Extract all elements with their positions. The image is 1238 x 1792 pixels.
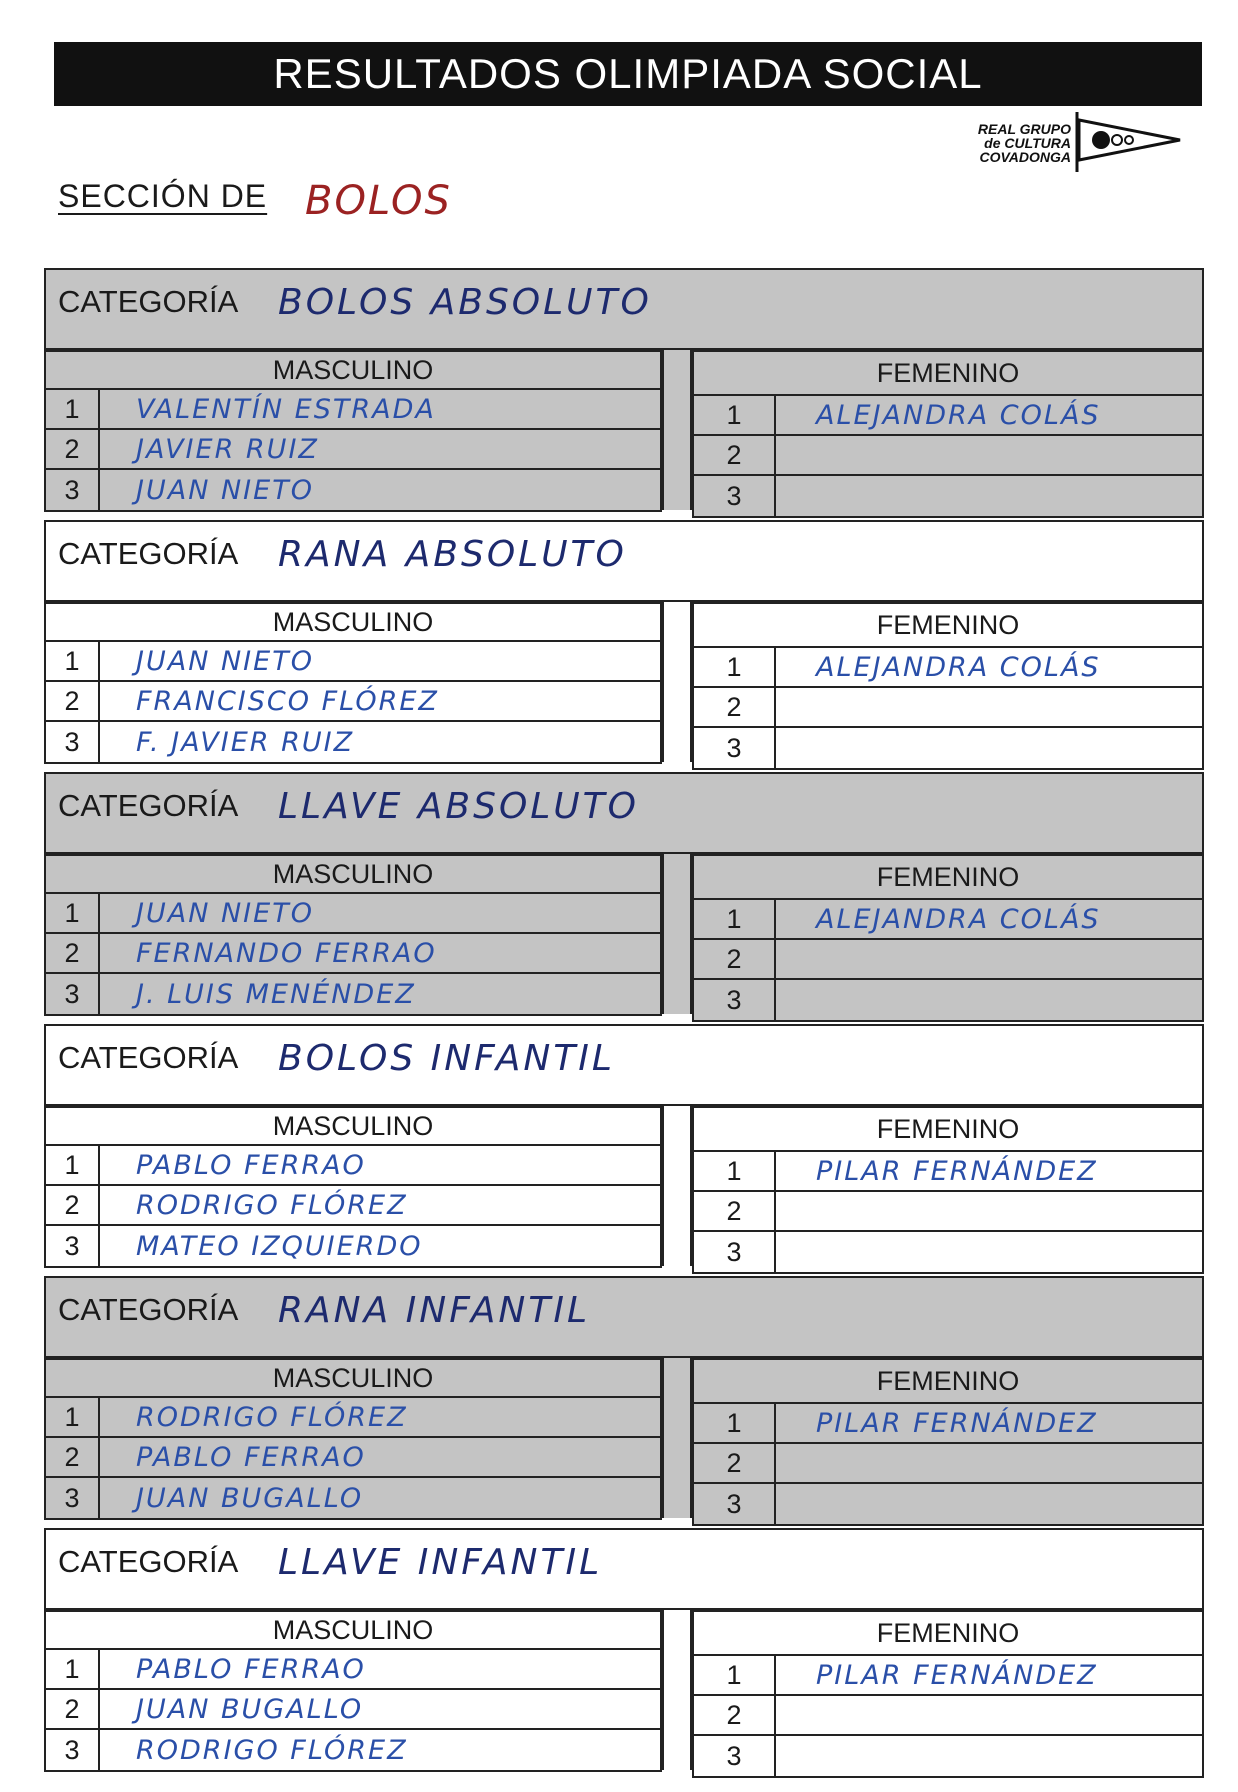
table-row [46, 1438, 660, 1478]
rank: 2 [694, 436, 776, 474]
table-row [46, 1650, 660, 1690]
table-row [46, 682, 660, 722]
category-label: CATEGORÍA [58, 284, 239, 319]
column-divider [662, 1106, 692, 1266]
winner-name: PILAR FERNÁNDEZ [816, 1659, 1098, 1691]
femenino-table [692, 602, 1204, 770]
table-row [46, 1730, 660, 1770]
femenino-table [692, 1106, 1204, 1274]
winner-name: JUAN NIETO [136, 645, 314, 677]
winner-name: MATEO IZQUIERDO [136, 1230, 423, 1262]
rank: 3 [694, 1736, 776, 1776]
winner-name [776, 980, 1202, 1020]
section-label: SECCIÓN DE [58, 178, 268, 214]
table-row [694, 1404, 1202, 1444]
winner-name: PABLO FERRAO [136, 1653, 366, 1685]
femenino-table [692, 350, 1204, 518]
table-row [46, 1146, 660, 1186]
femenino-table [692, 854, 1204, 1022]
femenino-header: FEMENINO [694, 352, 1202, 396]
category-name: LLAVE ABSOLUTO [278, 786, 640, 827]
masculino-table [44, 1610, 662, 1772]
rank: 2 [694, 1192, 776, 1230]
table-row [694, 476, 1202, 516]
rank: 2 [46, 1438, 100, 1476]
rank: 1 [694, 1656, 776, 1694]
rank: 3 [694, 476, 776, 516]
rank: 1 [694, 648, 776, 686]
rank: 3 [46, 722, 100, 762]
category-header [44, 268, 1204, 350]
winner-name: FRANCISCO FLÓREZ [136, 685, 439, 717]
table-row [46, 974, 660, 1014]
winner-name: VALENTÍN ESTRADA [136, 393, 436, 425]
table-row [694, 1736, 1202, 1776]
winner-name: F. JAVIER RUIZ [136, 726, 355, 758]
rank: 1 [46, 642, 100, 680]
rank: 1 [694, 396, 776, 434]
rank: 3 [46, 1226, 100, 1266]
logo-text: REAL GRUPO de CULTURA COVADONGA [977, 121, 1071, 165]
winner-name: JUAN NIETO [136, 897, 314, 929]
masculino-header: MASCULINO [46, 604, 660, 642]
category-name: BOLOS INFANTIL [278, 1038, 615, 1079]
rank: 2 [46, 1186, 100, 1224]
table-row [46, 470, 660, 510]
section-value: BOLOS [305, 178, 452, 224]
winner-name [776, 1696, 1202, 1734]
table-row [46, 390, 660, 430]
winner-name: PILAR FERNÁNDEZ [816, 1155, 1098, 1187]
rank: 3 [46, 470, 100, 510]
masculino-header: MASCULINO [46, 1108, 660, 1146]
category-label: CATEGORÍA [58, 788, 239, 823]
femenino-header: FEMENINO [694, 856, 1202, 900]
masculino-table [44, 602, 662, 764]
table-row [694, 1192, 1202, 1232]
category-header [44, 1276, 1204, 1358]
masculino-table [44, 1106, 662, 1268]
table-row [694, 728, 1202, 768]
femenino-table [692, 1610, 1204, 1778]
table-row [694, 980, 1202, 1020]
table-row [694, 688, 1202, 728]
table-row [694, 1232, 1202, 1272]
rank: 2 [46, 1690, 100, 1728]
winner-name: J. LUIS MENÉNDEZ [136, 978, 416, 1010]
femenino-header: FEMENINO [694, 604, 1202, 648]
table-row [694, 396, 1202, 436]
winner-name: PABLO FERRAO [136, 1441, 366, 1473]
winner-name: RODRIGO FLÓREZ [136, 1734, 408, 1766]
masculino-header: MASCULINO [46, 1612, 660, 1650]
category-block [44, 772, 1204, 1026]
table-row [46, 1690, 660, 1730]
category-block [44, 1276, 1204, 1530]
winner-name [776, 1484, 1202, 1524]
category-block [44, 268, 1204, 522]
winner-name: JUAN BUGALLO [136, 1482, 364, 1514]
table-row [46, 1478, 660, 1518]
column-divider [662, 854, 692, 1014]
category-name: RANA INFANTIL [278, 1290, 591, 1331]
winner-name: JUAN BUGALLO [136, 1693, 364, 1725]
rank: 2 [46, 430, 100, 468]
category-header [44, 1528, 1204, 1610]
winner-name: JUAN NIETO [136, 474, 314, 506]
winner-name: FERNANDO FERRAO [136, 937, 437, 969]
rank: 2 [46, 934, 100, 972]
winner-name [776, 688, 1202, 726]
winner-name: RODRIGO FLÓREZ [136, 1189, 408, 1221]
rank: 2 [694, 940, 776, 978]
winner-name [776, 1444, 1202, 1482]
table-row [694, 940, 1202, 980]
masculino-header: MASCULINO [46, 856, 660, 894]
winner-name [776, 436, 1202, 474]
rank: 1 [694, 1404, 776, 1442]
rank: 1 [46, 1398, 100, 1436]
masculino-table [44, 350, 662, 512]
category-label: CATEGORÍA [58, 1544, 239, 1579]
table-row [694, 1656, 1202, 1696]
winner-name: PILAR FERNÁNDEZ [816, 1407, 1098, 1439]
winner-name [776, 1192, 1202, 1230]
table-row [694, 900, 1202, 940]
winner-name: JAVIER RUIZ [136, 433, 319, 465]
rank: 2 [694, 1696, 776, 1734]
rank: 1 [46, 894, 100, 932]
table-row [46, 894, 660, 934]
table-row [46, 1398, 660, 1438]
rank: 1 [46, 1146, 100, 1184]
winner-name: PABLO FERRAO [136, 1149, 366, 1181]
masculino-table [44, 854, 662, 1016]
table-row [694, 1152, 1202, 1192]
table-row [694, 436, 1202, 476]
rank: 3 [694, 1484, 776, 1524]
category-header [44, 772, 1204, 854]
rank: 2 [694, 1444, 776, 1482]
rank: 3 [694, 728, 776, 768]
winner-name [776, 476, 1202, 516]
rank: 1 [694, 900, 776, 938]
category-label: CATEGORÍA [58, 536, 239, 571]
column-divider [662, 1358, 692, 1518]
table-row [694, 648, 1202, 688]
table-row [46, 430, 660, 470]
category-label: CATEGORÍA [58, 1040, 239, 1075]
category-name: BOLOS ABSOLUTO [278, 282, 652, 323]
winner-name [776, 728, 1202, 768]
rank: 3 [46, 1730, 100, 1770]
table-row [46, 642, 660, 682]
winner-name [776, 940, 1202, 978]
table-row [46, 1226, 660, 1266]
femenino-header: FEMENINO [694, 1360, 1202, 1404]
category-block [44, 520, 1204, 774]
rank: 3 [694, 1232, 776, 1272]
rank: 1 [46, 1650, 100, 1688]
category-header [44, 520, 1204, 602]
pennant-icon [1075, 112, 1185, 172]
winner-name: ALEJANDRA COLÁS [816, 399, 1101, 431]
column-divider [662, 602, 692, 762]
rank: 2 [694, 688, 776, 726]
category-header [44, 1024, 1204, 1106]
rank: 1 [46, 390, 100, 428]
table-row [694, 1696, 1202, 1736]
rank: 3 [46, 1478, 100, 1518]
femenino-header: FEMENINO [694, 1108, 1202, 1152]
club-logo [975, 112, 1195, 184]
table-row [46, 1186, 660, 1226]
column-divider [662, 350, 692, 510]
table-row [694, 1484, 1202, 1524]
category-block [44, 1024, 1204, 1278]
masculino-header: MASCULINO [46, 352, 660, 390]
masculino-table [44, 1358, 662, 1520]
category-label: CATEGORÍA [58, 1292, 239, 1327]
femenino-table [692, 1358, 1204, 1526]
rank: 3 [46, 974, 100, 1014]
winner-name [776, 1736, 1202, 1776]
table-row [46, 722, 660, 762]
rank: 3 [694, 980, 776, 1020]
winner-name [776, 1232, 1202, 1272]
category-name: RANA ABSOLUTO [278, 534, 627, 575]
table-row [46, 934, 660, 974]
category-block [44, 1528, 1204, 1782]
category-name: LLAVE INFANTIL [278, 1542, 603, 1583]
masculino-header: MASCULINO [46, 1360, 660, 1398]
table-row [694, 1444, 1202, 1484]
column-divider [662, 1610, 692, 1770]
rank: 2 [46, 682, 100, 720]
winner-name: ALEJANDRA COLÁS [816, 903, 1101, 935]
winner-name: RODRIGO FLÓREZ [136, 1401, 408, 1433]
rank: 1 [694, 1152, 776, 1190]
winner-name: ALEJANDRA COLÁS [816, 651, 1101, 683]
page-title: RESULTADOS OLIMPIADA SOCIAL [54, 42, 1202, 106]
femenino-header: FEMENINO [694, 1612, 1202, 1656]
